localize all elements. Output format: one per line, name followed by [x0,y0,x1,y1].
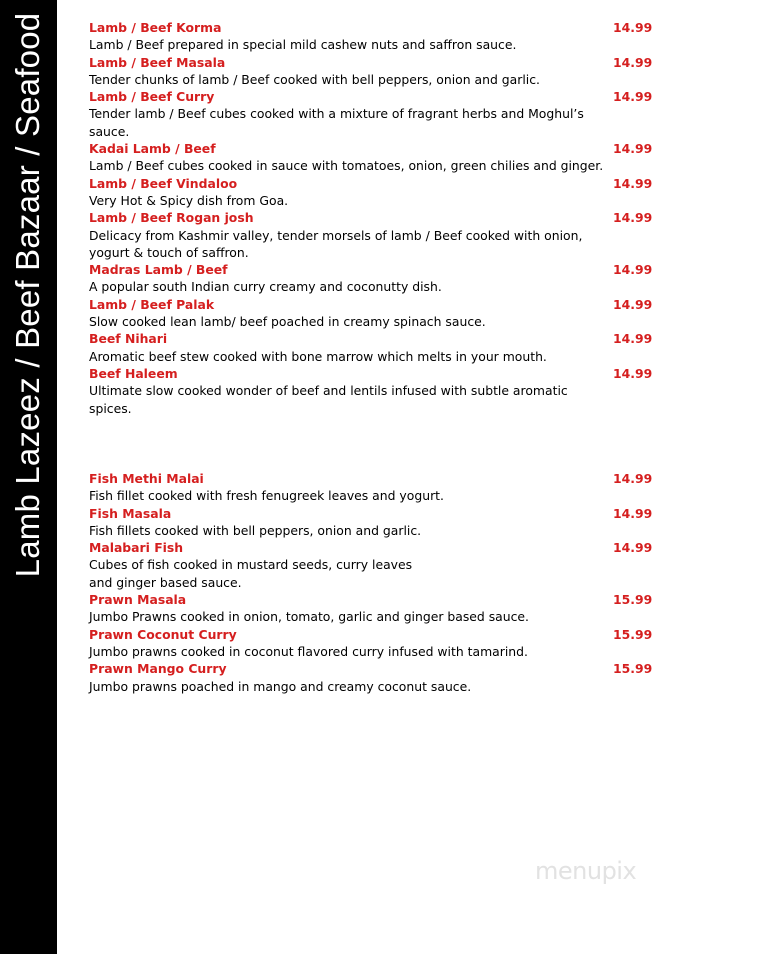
item-price: 14.99 [613,540,653,556]
item-name: Beef Haleem [89,365,178,381]
item-name: Lamb / Beef Korma [89,20,222,35]
item-price: 14.99 [613,365,653,381]
item-name: Madras Lamb / Beef [89,262,228,278]
menu-item [89,261,669,296]
item-description: Delicacy from Kashmir valley, tender morsels of lamb / Beef cooked with onion, yogurt & touch of saffron. [89,227,583,260]
item-description: Jumbo prawns cooked in coconut flavored curry infused with tamarind. [89,643,528,659]
watermark-logo: menupix [535,857,637,885]
item-description: Lamb / Beef prepared in special mild cashew nuts and saffron sauce. [89,37,517,53]
item-description: Fish fillets cooked with bell peppers, onion and garlic. [89,522,422,538]
item-price: 15.99 [613,626,653,642]
item-price: 14.99 [613,331,653,347]
item-description: Ultimate slow cooked wonder of beef and lentils infused with subtle aromatic spices. [89,383,568,416]
item-name: Prawn Coconut Curry [89,626,237,642]
menu-item [89,19,669,54]
item-description: Tender lamb / Beef cubes cooked with a mixture of fragrant herbs and Moghul’s sauce. [89,106,584,139]
item-price: 15.99 [613,661,653,677]
item-name: Malabari Fish [89,540,184,556]
item-name: Lamb / Beef Vindaloo [89,175,238,191]
menu-item [89,88,669,140]
item-description: Fish fillet cooked with fresh fenugreek leaves and yogurt. [89,488,444,504]
item-price: 14.99 [613,296,653,312]
menu-item [89,54,669,89]
item-price: 14.99 [613,210,653,226]
item-price: 14.99 [613,175,653,191]
item-price: 14.99 [613,471,653,486]
item-name: Lamb / Beef Palak [89,296,215,312]
item-name: Lamb / Beef Masala [89,54,226,70]
item-name: Kadai Lamb / Beef [89,141,216,157]
menu-item [89,140,669,175]
item-description: A popular south Indian curry creamy and coconutty dish. [89,279,442,295]
item-price: 15.99 [613,592,653,608]
item-description: Aromatic beef stew cooked with bone marrow which melts in your mouth. [89,348,547,364]
item-description: Tender chunks of lamb / Beef cooked with bell peppers, onion and garlic. [89,71,540,87]
item-name: Lamb / Beef Curry [89,89,215,105]
section-title: Lamb Lazeez / Beef Bazaar / Seafood [9,12,46,578]
item-name: Prawn Masala [89,592,187,608]
menu-item [89,539,669,591]
item-price: 14.99 [613,262,653,278]
menu-item [89,660,669,695]
item-price: 14.99 [613,20,653,35]
item-name: Beef Nihari [89,331,168,347]
menu-item [89,296,669,331]
item-description: Jumbo Prawns cooked in onion, tomato, garlic and ginger based sauce. [89,609,529,625]
item-description: Cubes of fish cooked in mustard seeds, curry leaves and ginger based sauce. [89,557,413,590]
seafood-menu-list [89,470,669,695]
sidebar [0,0,57,954]
item-price: 14.99 [613,505,653,521]
lamb-beef-menu-list [89,19,669,417]
menu-item [89,505,669,540]
item-name: Lamb / Beef Rogan josh [89,210,254,226]
item-price: 14.99 [613,54,653,70]
menu-item [89,470,669,505]
item-description: Lamb / Beef cubes cooked in sauce with tomatoes, onion, green chilies and ginger. [89,158,604,174]
menu-item [89,175,669,210]
menu-item [89,626,669,661]
menu-item [89,591,669,626]
item-price: 14.99 [613,89,653,105]
item-name: Fish Masala [89,505,172,521]
item-description: Slow cooked lean lamb/ beef poached in creamy spinach sauce. [89,314,486,330]
item-description: Very Hot & Spicy dish from Goa. [89,192,289,208]
menu-item [89,330,669,365]
menu-item [89,365,669,417]
item-name: Prawn Mango Curry [89,661,227,677]
menu-item [89,209,669,261]
item-description: Jumbo prawns poached in mango and creamy coconut sauce. [89,678,472,694]
item-name: Fish Methi Malai [89,471,204,486]
item-price: 14.99 [613,141,653,157]
